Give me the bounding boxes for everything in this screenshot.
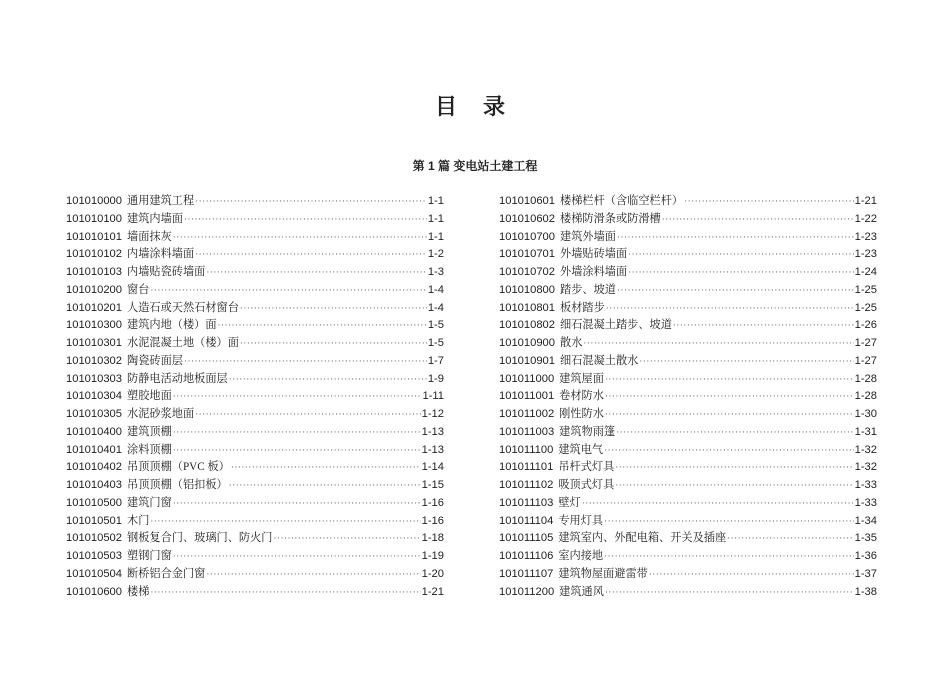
entry-title: 建筑物雨篷 bbox=[559, 425, 616, 438]
toc-entry[interactable] bbox=[499, 565, 877, 583]
leader-dots bbox=[662, 214, 854, 224]
leader-dots bbox=[173, 551, 421, 561]
entry-title: 楼梯栏杆（含临空栏杆） bbox=[560, 195, 684, 207]
entry-title: 塑胶地面 bbox=[127, 390, 172, 403]
leader-dots bbox=[684, 196, 854, 206]
entry-code: 101011001 bbox=[499, 390, 555, 403]
leader-dots bbox=[195, 249, 427, 259]
toc-entry[interactable] bbox=[499, 316, 877, 334]
entry-code: 101010201 bbox=[66, 301, 122, 314]
entry-code: 101010403 bbox=[66, 479, 122, 491]
leader-dots bbox=[229, 480, 421, 490]
toc-entry[interactable] bbox=[499, 228, 877, 246]
entry-title: 通用建筑工程 bbox=[127, 195, 195, 207]
entry-title: 细石混凝土踏步、坡道 bbox=[560, 319, 672, 332]
entry-code: 101011101 bbox=[499, 461, 554, 474]
toc-entry[interactable] bbox=[66, 423, 444, 441]
page-title: 目 录 bbox=[434, 94, 516, 119]
entry-title: 楼梯防滑条或防滑槽 bbox=[560, 212, 661, 225]
entry-code: 101010801 bbox=[499, 301, 555, 314]
toc-entry[interactable] bbox=[499, 192, 877, 210]
toc-entry[interactable] bbox=[499, 476, 877, 494]
toc-entry[interactable] bbox=[66, 494, 444, 512]
entry-page: 1-4 bbox=[427, 301, 444, 314]
toc-entry[interactable] bbox=[66, 334, 444, 352]
entry-code: 101011100 bbox=[499, 443, 554, 456]
entry-code: 101010401 bbox=[66, 443, 122, 456]
toc-entry[interactable] bbox=[66, 316, 444, 334]
section-heading: 第 1 篇 变电站土建工程 bbox=[412, 159, 538, 173]
entry-page: 1-7 bbox=[427, 354, 444, 367]
leader-dots bbox=[605, 587, 854, 597]
entry-code: 101011003 bbox=[499, 425, 555, 438]
entry-page: 1-9 bbox=[427, 372, 444, 385]
toc-entry[interactable] bbox=[66, 529, 444, 547]
entry-title: 散水 bbox=[560, 337, 583, 349]
entry-code: 101010304 bbox=[66, 390, 122, 403]
entry-page: 1-35 bbox=[854, 532, 877, 545]
leader-dots bbox=[649, 569, 854, 579]
entry-title: 建筑外墙面 bbox=[560, 230, 616, 243]
leader-dots bbox=[150, 516, 420, 526]
entry-code: 101010101 bbox=[66, 230, 122, 243]
entry-title: 木门 bbox=[127, 514, 150, 527]
entry-title: 楼梯 bbox=[127, 585, 150, 598]
entry-code: 101011104 bbox=[499, 514, 554, 527]
toc-entry[interactable] bbox=[499, 210, 877, 228]
toc-entry[interactable] bbox=[499, 281, 877, 299]
leader-dots bbox=[206, 569, 420, 579]
entry-title: 水泥砂浆地面 bbox=[127, 408, 195, 420]
entry-code: 101010503 bbox=[66, 550, 122, 562]
toc-entry[interactable] bbox=[66, 299, 444, 317]
leader-dots bbox=[615, 480, 853, 490]
entry-title: 建筑物屋面避雷带 bbox=[558, 567, 648, 580]
entry-code: 101010301 bbox=[66, 337, 122, 349]
entry-code: 101011000 bbox=[499, 372, 555, 385]
entry-page: 1-16 bbox=[421, 514, 444, 527]
leader-dots bbox=[604, 516, 853, 526]
entry-title: 水泥混凝土地（楼）面 bbox=[127, 337, 239, 349]
entry-title: 板材踏步 bbox=[560, 301, 605, 314]
entry-title: 壁灯 bbox=[558, 496, 581, 509]
entry-page: 1-31 bbox=[854, 425, 877, 438]
toc-entry[interactable] bbox=[499, 512, 877, 530]
leader-dots bbox=[229, 374, 427, 384]
leader-dots bbox=[173, 445, 421, 455]
entry-page: 1-27 bbox=[854, 337, 877, 349]
entry-code: 101010402 bbox=[66, 461, 122, 474]
entry-title: 窗台 bbox=[127, 283, 150, 296]
leader-dots bbox=[605, 409, 854, 419]
entry-page: 1-32 bbox=[854, 461, 877, 474]
entry-code: 101011105 bbox=[499, 532, 554, 545]
entry-code: 101010100 bbox=[66, 212, 122, 225]
entry-code: 101011102 bbox=[499, 479, 554, 491]
entry-page: 1-32 bbox=[854, 443, 877, 456]
leader-dots bbox=[615, 462, 853, 472]
entry-page: 1-1 bbox=[427, 212, 444, 225]
toc-column-right bbox=[499, 192, 877, 600]
leader-dots bbox=[605, 374, 854, 384]
leader-dots bbox=[184, 356, 427, 366]
entry-code: 101010300 bbox=[66, 319, 122, 332]
entry-title: 防静电活动地板面层 bbox=[127, 372, 228, 385]
toc-entry[interactable] bbox=[499, 334, 877, 352]
toc-entry[interactable] bbox=[66, 565, 444, 583]
entry-page: 1-25 bbox=[854, 283, 877, 296]
leader-dots bbox=[240, 338, 427, 348]
entry-title: 内墙涂料墙面 bbox=[127, 248, 195, 261]
toc-entry[interactable] bbox=[66, 228, 444, 246]
leader-dots bbox=[617, 285, 854, 295]
entry-title: 卷材防水 bbox=[559, 390, 604, 403]
leader-dots bbox=[195, 409, 420, 419]
entry-title: 墙面抹灰 bbox=[127, 230, 172, 243]
entry-code: 101010400 bbox=[66, 425, 122, 438]
toc-entry[interactable] bbox=[499, 352, 877, 370]
entry-title: 断桥铝合金门窗 bbox=[127, 567, 206, 580]
toc-entry[interactable] bbox=[66, 458, 444, 476]
entry-code: 101011002 bbox=[499, 408, 555, 420]
leader-dots bbox=[195, 196, 427, 206]
toc-entry[interactable] bbox=[66, 547, 444, 565]
leader-dots bbox=[604, 445, 853, 455]
entry-code: 101010103 bbox=[66, 266, 122, 278]
toc-entry[interactable] bbox=[66, 192, 444, 210]
entry-title: 塑钢门窗 bbox=[127, 550, 172, 562]
entry-code: 101010305 bbox=[66, 408, 122, 420]
entry-page: 1-21 bbox=[421, 585, 444, 598]
leader-dots bbox=[673, 320, 854, 330]
entry-title: 吊顶顶棚（PVC 板） bbox=[127, 461, 230, 474]
leader-dots bbox=[617, 232, 854, 242]
entry-title: 外墙贴砖墙面 bbox=[560, 248, 628, 261]
entry-code: 101010504 bbox=[66, 567, 122, 580]
entry-page: 1-15 bbox=[421, 479, 444, 491]
toc-entry[interactable] bbox=[499, 263, 877, 281]
entry-title: 内墙贴瓷砖墙面 bbox=[127, 266, 206, 278]
entry-page: 1-5 bbox=[427, 337, 444, 349]
toc-entry[interactable] bbox=[499, 423, 877, 441]
entry-page: 1-16 bbox=[421, 496, 444, 509]
leader-dots bbox=[273, 533, 420, 543]
entry-page: 1-23 bbox=[854, 230, 877, 243]
entry-page: 1-38 bbox=[854, 585, 877, 598]
toc-column-left bbox=[66, 192, 444, 600]
entry-page: 1-2 bbox=[427, 248, 444, 261]
entry-code: 101010302 bbox=[66, 354, 122, 367]
entry-page: 1-34 bbox=[854, 514, 877, 527]
entry-page: 1-26 bbox=[854, 319, 877, 332]
entry-title: 吊杆式灯具 bbox=[558, 461, 615, 474]
entry-code: 101010800 bbox=[499, 283, 555, 296]
entry-page: 1-12 bbox=[421, 408, 444, 420]
leader-dots bbox=[231, 462, 421, 472]
entry-code: 101010601 bbox=[499, 195, 555, 207]
entry-title: 建筑通风 bbox=[559, 585, 604, 598]
entry-code: 101010702 bbox=[499, 266, 555, 278]
entry-page: 1-21 bbox=[854, 195, 877, 207]
leader-dots bbox=[628, 249, 853, 259]
entry-page: 1-30 bbox=[854, 408, 877, 420]
entry-title: 建筑内地（楼）面 bbox=[127, 319, 217, 332]
leader-dots bbox=[173, 391, 422, 401]
entry-title: 吸顶式灯具 bbox=[558, 479, 615, 491]
entry-code: 101010501 bbox=[66, 514, 122, 527]
entry-page: 1-37 bbox=[854, 567, 877, 580]
entry-page: 1-28 bbox=[854, 372, 877, 385]
entry-page: 1-27 bbox=[854, 354, 877, 367]
toc-entry[interactable] bbox=[66, 281, 444, 299]
toc-entry[interactable] bbox=[66, 370, 444, 388]
entry-title: 建筑电气 bbox=[558, 443, 604, 456]
entry-code: 101010500 bbox=[66, 496, 122, 509]
leader-dots bbox=[184, 214, 427, 224]
entry-title: 细石混凝土散水 bbox=[560, 354, 639, 367]
toc-entry[interactable] bbox=[66, 210, 444, 228]
toc-entry[interactable] bbox=[66, 245, 444, 263]
leader-dots bbox=[628, 267, 853, 277]
entry-title: 专用灯具 bbox=[558, 514, 604, 527]
entry-code: 101010700 bbox=[499, 230, 555, 243]
entry-title: 建筑顶棚 bbox=[127, 425, 172, 438]
entry-page: 1-1 bbox=[427, 195, 444, 207]
leader-dots bbox=[173, 498, 421, 508]
entry-page: 1-33 bbox=[854, 479, 877, 491]
entry-page: 1-22 bbox=[854, 212, 877, 225]
entry-title: 刚性防水 bbox=[559, 408, 604, 420]
entry-title: 建筑内墙面 bbox=[127, 212, 183, 225]
toc-entry[interactable] bbox=[499, 458, 877, 476]
entry-code: 101010600 bbox=[66, 585, 122, 598]
leader-dots bbox=[206, 267, 427, 277]
entry-title: 人造石或天然石材窗台 bbox=[127, 301, 239, 314]
leader-dots bbox=[150, 587, 420, 597]
entry-title: 踏步、坡道 bbox=[560, 283, 616, 296]
entry-title: 建筑室内、外配电箱、开关及插座 bbox=[558, 532, 727, 545]
toc-entry[interactable] bbox=[66, 352, 444, 370]
leader-dots bbox=[639, 356, 853, 366]
entry-title: 陶瓷砖面层 bbox=[127, 354, 183, 367]
entry-code: 101010802 bbox=[499, 319, 555, 332]
entry-code: 101010102 bbox=[66, 248, 122, 261]
leader-dots bbox=[606, 303, 854, 313]
leader-dots bbox=[218, 320, 427, 330]
entry-title: 建筑门窗 bbox=[127, 496, 172, 509]
leader-dots bbox=[240, 303, 427, 313]
toc-entry[interactable] bbox=[499, 405, 877, 423]
entry-page: 1-11 bbox=[422, 390, 444, 403]
entry-title: 钢板复合门、玻璃门、防火门 bbox=[127, 532, 273, 545]
leader-dots bbox=[583, 338, 853, 348]
entry-page: 1-23 bbox=[854, 248, 877, 261]
leader-dots bbox=[616, 427, 853, 437]
entry-code: 101011200 bbox=[499, 585, 555, 598]
leader-dots bbox=[173, 427, 421, 437]
entry-page: 1-4 bbox=[427, 283, 444, 296]
entry-page: 1-25 bbox=[854, 301, 877, 314]
leader-dots bbox=[173, 232, 427, 242]
toc-entry[interactable] bbox=[66, 387, 444, 405]
entry-code: 101011106 bbox=[499, 550, 554, 562]
entry-page: 1-18 bbox=[421, 532, 444, 545]
toc-entry[interactable] bbox=[66, 512, 444, 530]
toc-entry[interactable] bbox=[499, 583, 877, 601]
entry-title: 室内接地 bbox=[558, 550, 604, 562]
toc-entry[interactable] bbox=[66, 263, 444, 281]
toc-entry[interactable] bbox=[66, 476, 444, 494]
entry-page: 1-33 bbox=[854, 496, 877, 509]
entry-page: 1-28 bbox=[854, 390, 877, 403]
entry-page: 1-19 bbox=[421, 550, 444, 562]
leader-dots bbox=[150, 285, 426, 295]
entry-page: 1-5 bbox=[427, 319, 444, 332]
leader-dots bbox=[605, 391, 854, 401]
toc-entry[interactable] bbox=[499, 441, 877, 459]
entry-code: 101010701 bbox=[499, 248, 555, 261]
entry-code: 101010900 bbox=[499, 337, 555, 349]
entry-page: 1-13 bbox=[421, 425, 444, 438]
entry-code: 101011107 bbox=[499, 567, 554, 580]
entry-page: 1-13 bbox=[421, 443, 444, 456]
entry-code: 101010602 bbox=[499, 212, 555, 225]
toc-entry[interactable] bbox=[66, 441, 444, 459]
entry-code: 101010000 bbox=[66, 195, 122, 207]
entry-code: 101010200 bbox=[66, 283, 122, 296]
entry-code: 101010901 bbox=[499, 354, 555, 367]
entry-page: 1-3 bbox=[427, 266, 444, 278]
entry-page: 1-1 bbox=[427, 230, 444, 243]
toc-entry[interactable] bbox=[499, 370, 877, 388]
entry-code: 101010303 bbox=[66, 372, 122, 385]
toc-entry[interactable] bbox=[499, 529, 877, 547]
leader-dots bbox=[727, 533, 853, 543]
entry-title: 建筑屋面 bbox=[559, 372, 604, 385]
entry-title: 涂料顶棚 bbox=[127, 443, 172, 456]
entry-page: 1-36 bbox=[854, 550, 877, 562]
entry-page: 1-24 bbox=[854, 266, 877, 278]
entry-code: 101011103 bbox=[499, 496, 554, 509]
toc-entry[interactable] bbox=[66, 405, 444, 423]
entry-code: 101010502 bbox=[66, 532, 122, 545]
entry-title: 外墙涂料墙面 bbox=[560, 266, 628, 278]
entry-page: 1-14 bbox=[421, 461, 444, 474]
toc-entry[interactable] bbox=[499, 547, 877, 565]
entry-title: 吊顶顶棚（铝扣板） bbox=[127, 479, 228, 491]
toc-entry[interactable] bbox=[499, 299, 877, 317]
toc-entry[interactable] bbox=[499, 494, 877, 512]
leader-dots bbox=[604, 551, 853, 561]
entry-page: 1-20 bbox=[421, 567, 444, 580]
toc-entry[interactable] bbox=[66, 583, 444, 601]
toc-entry[interactable] bbox=[499, 387, 877, 405]
leader-dots bbox=[582, 498, 854, 508]
toc-entry[interactable] bbox=[499, 245, 877, 263]
